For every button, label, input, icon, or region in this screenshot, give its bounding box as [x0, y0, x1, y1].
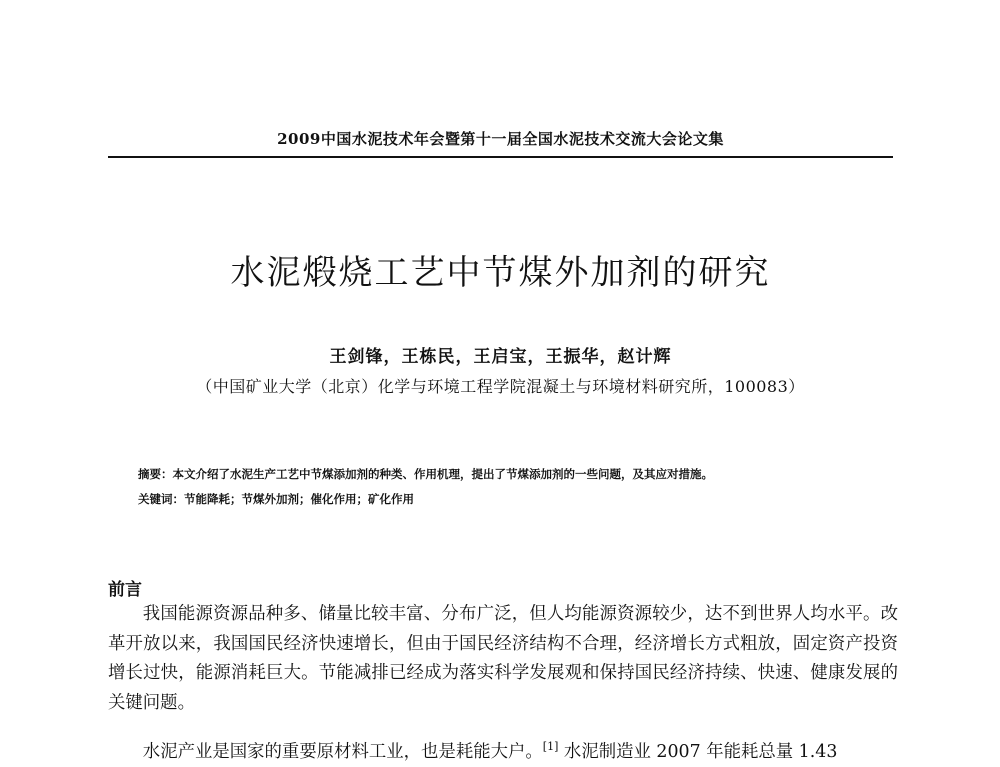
keywords: 关键词：节能降耗；节煤外加剂；催化作用；矿化作用 [138, 492, 414, 506]
paragraph-2-start: 水泥产业是国家的重要原材料工业，也是耗能大户。 [142, 741, 543, 762]
body-paragraph-2 [108, 732, 898, 767]
abstract: 摘要：本文介绍了水泥生产工艺中节煤添加剂的种类、作用机理，提出了节煤添加剂的一些问题，及其应对措施。 [138, 467, 713, 481]
header-rule [108, 156, 893, 158]
section-heading: 前言 [108, 580, 142, 600]
citation-marker: [1] [542, 740, 559, 753]
proceedings-header: 2009中国水泥技术年会暨第十一届全国水泥技术交流大会论文集 [277, 130, 724, 148]
paragraph-2-end: 水泥制造业 2007 年能耗总量 1.43 [563, 741, 838, 762]
author-list: 王剑锋，王栋民，王启宝，王振华，赵计辉 [329, 347, 672, 367]
affiliation: （中国矿业大学（北京）化学与环境工程学院混凝土与环境材料研究所，100083） [196, 377, 805, 396]
body-paragraph-1: 我国能源资源品种多、储量比较丰富、分布广泛，但人均能源资源较少，达不到世界人均水平。改革开放以来，我国国民经济快速增长，但由于国民经济结构不合理，经济增长方式粗放，固定资产投资增长过快，能源消耗巨大。节能减排已经成为落实科学发展观和保持国民经济持续、快速、健康发展的关键问题。 [108, 604, 898, 713]
paper-title: 水泥煅烧工艺中节煤外加剂的研究 [230, 253, 771, 293]
